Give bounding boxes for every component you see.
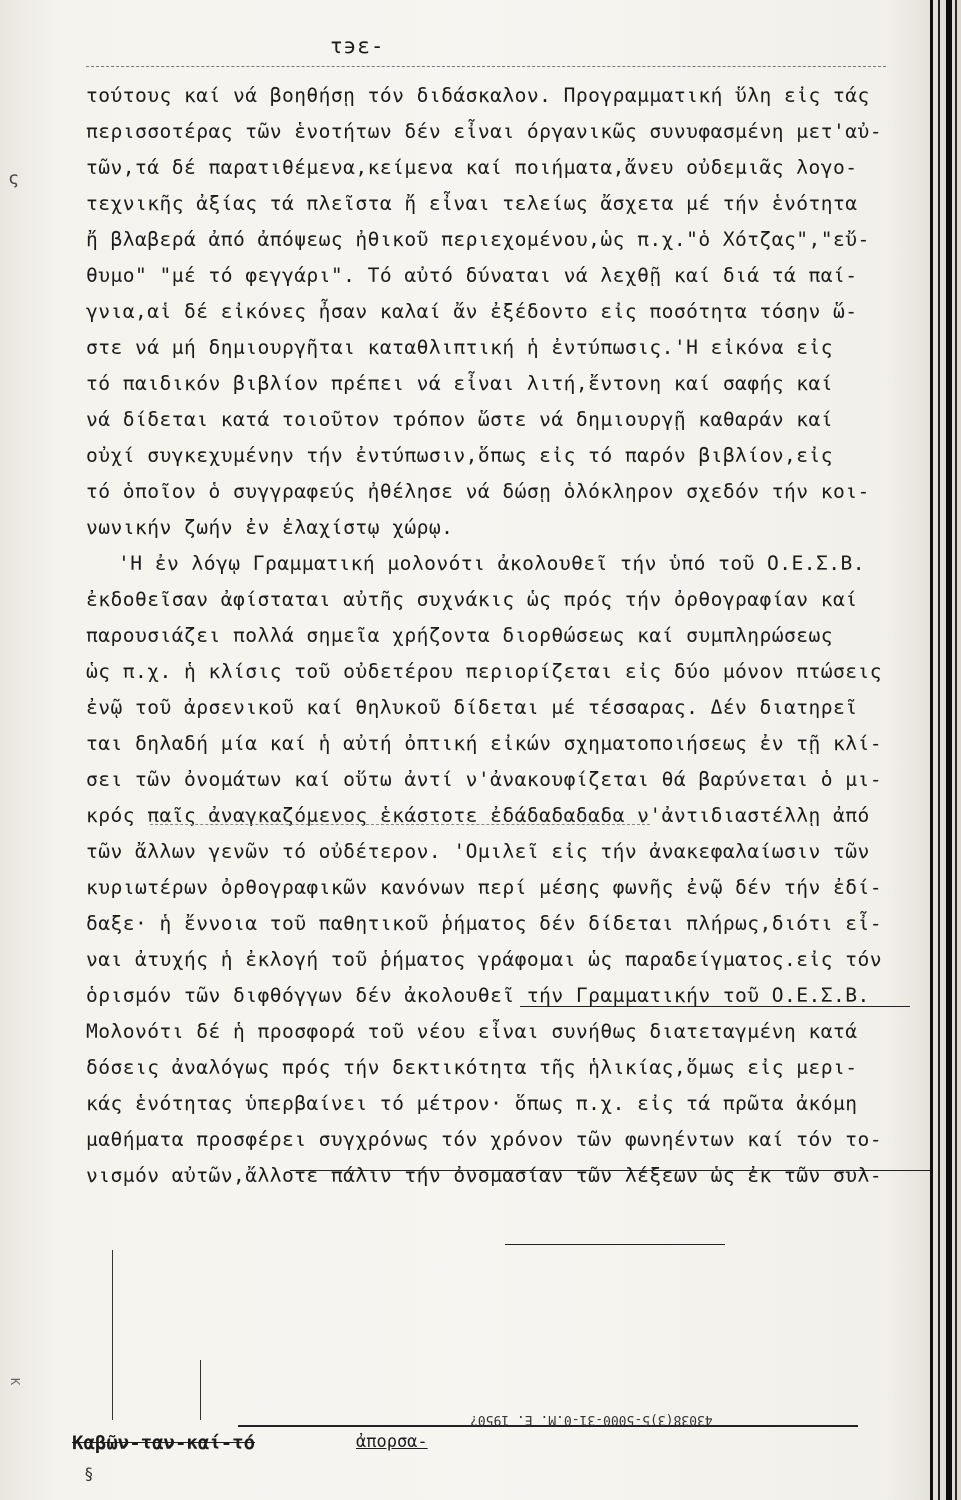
text-line: τούτους καί νά βοηθήσῃ τόν διδάσκαλον. Προγραμματική ὕλη εἰς τάς: [86, 84, 870, 107]
underline: [505, 1244, 725, 1245]
margin-line: [200, 1360, 201, 1420]
text-line: ὡς π.χ. ἡ κλίσις τοῦ οὐδετέρου περιορίζεται εἰς δύο μόνον πτώσεις: [86, 660, 883, 683]
text-line: κυριωτέρων ὀρθογραφικῶν κανόνων περί μέσης φωνῆς ἐνῷ δέν τήν ἐδί-: [86, 876, 883, 899]
text-line: θυμο" "μέ τό φεγγάρι". Τό αὐτό δύναται νά λεχθῇ καί διά τά παί-: [86, 264, 858, 287]
text-line: μαθήματα προσφέρει συγχρόνως τόν χρόνον τῶν φωνηέντων καί τόν το-: [86, 1128, 883, 1151]
margin-mark: ς: [8, 168, 19, 189]
text-line: ὁρισμόν τῶν διφθόγγων δέν ἀκολουθεῖ τήν Γραμματικήν τοῦ Ο.Ε.Σ.Β.: [86, 984, 870, 1007]
text-line: δόσεις ἀναλόγως πρός τήν δεκτικότητα τῆς ἡλικίας,ὅμως εἰς μερι-: [86, 1056, 858, 1079]
dashed-rule: [150, 824, 650, 825]
margin-mark: Κ: [8, 1378, 22, 1386]
text-line: τό ὁποῖον ὁ συγγραφεύς ἠθέλησε νά δώσῃ ὁλόκληρον σχεδόν τήν κοι-: [86, 480, 870, 503]
binding-rule: [946, 0, 952, 1500]
text-line: τεχνικῆς ἀξίας τά πλεῖστα ἤ εἶναι τελείως ἄσχετα μέ τήν ἑνότητα: [86, 192, 858, 215]
separator-rule: [86, 66, 886, 67]
struck-footer-text: Καβῶν-ταν-καί-τό: [72, 1432, 256, 1454]
text-line: ται δηλαδή μία καί ἡ αὐτή ὀπτική εἰκών σχηματοποιήσεως ἐν τῇ κλί-: [86, 732, 883, 755]
text-line: νωνικήν ζωήν ἐν ἐλαχίστῳ χώρῳ.: [86, 516, 454, 539]
text-line: παρουσιάζει πολλά σημεῖα χρήζοντα διορθώσεως καί συμπληρώσεως: [86, 624, 834, 647]
text-line: νισμόν αὐτῶν,ἄλλοτε πάλιν τήν ὀνομασίαν τῶν λέξεων ὡς ἐκ τῶν συλ-: [86, 1164, 883, 1187]
underline: [290, 1170, 930, 1171]
binding-rule: [955, 0, 957, 1500]
text-line: τῶν,τά δέ παρατιθέμενα,κείμενα καί ποιήματα,ἄνευ οὐδεμιᾶς λογο-: [86, 156, 858, 179]
text-line: 'Η ἐν λόγῳ Γραμματική μολονότι ἀκολουθεῖ τήν ὑπό τοῦ Ο.Ε.Σ.Β.: [118, 552, 866, 575]
text-line: τό παιδικόν βιβλίον πρέπει νά εἶναι λιτή,ἔντονη καί σαφής καί: [86, 372, 834, 395]
page-number: τ϶ε-: [330, 34, 385, 58]
corner-mark: §: [84, 1464, 94, 1483]
margin-line: [112, 1250, 113, 1420]
strike-line: [520, 1006, 910, 1007]
text-line: στε νά μή δημιουργῆται καταθλιπτική ἡ ἐντύπωσις.'Η εἰκόνα εἰς: [86, 336, 834, 359]
text-line: δαξε· ἡ ἔννοια τοῦ παθητικοῦ ῥήματος δέν δίδεται πλήρως,διότι εἶ-: [86, 912, 883, 935]
text-line: ναι ἀτυχής ἡ ἐκλογή τοῦ ῥήματος γράφομαι ὡς παραδείγματος.εἰς τόν: [86, 948, 883, 971]
text-line: νά δίδεται κατά τοιοῦτον τρόπον ὥστε νά δημιουργῇ καθαράν καί: [86, 408, 834, 431]
binding-rule: [930, 0, 933, 1500]
printer-imprint: 43038(3)5-5000-31-0.M. Ε. 1950?: [470, 1412, 713, 1427]
footer-text: ἀπορσα-: [356, 1432, 428, 1452]
text-line: τῶν ἄλλων γενῶν τό οὐδέτερον. 'Ομιλεῖ εἰς τήν ἀνακεφαλαίωσιν τῶν: [86, 840, 870, 863]
text-line: ἐνῷ τοῦ ἀρσενικοῦ καί θηλυκοῦ δίδεται μέ τέσσαρας. Δέν διατηρεῖ: [86, 696, 858, 719]
text-line: κρός παῖς ἀναγκαζόμενος ἑκάστοτε ἐδάδαδαδαδα ν'ἀντιδιαστέλλῃ ἀπό: [86, 804, 870, 827]
text-line: Μολονότι δέ ἡ προσφορά τοῦ νέου εἶναι συνήθως διατεταγμένη κατά: [86, 1020, 858, 1043]
text-line: περισσοτέρας τῶν ἑνοτήτων δέν εἶναι όργανικῶς συνυφασμένη μετ'αὐ-: [86, 120, 883, 143]
text-line: γνια,αἱ δέ εἰκόνες ἦσαν καλαί ἄν ἐξέδοντο εἰς ποσότητα τόσην ὥ-: [86, 300, 858, 323]
text-line: ἐκδοθεῖσαν ἀφίσταται αὐτῆς συχνάκις ὡς πρός τήν ὀρθογραφίαν καί: [86, 588, 858, 611]
text-line: οὐχί συγκεχυμένην τήν ἐντύπωσιν,ὅπως εἰς τό παρόν βιβλίον,εἰς: [86, 444, 834, 467]
text-line: σει τῶν ὀνομάτων καί οὕτω ἀντί ν'ἀνακουφίζεται θά βαρύνεται ὁ μι-: [86, 768, 883, 791]
binding-rule: [938, 0, 940, 1500]
text-line: ἤ βλαβερά ἀπό ἀπόψεως ἠθικοῦ περιεχομένου,ὡς π.χ."ὁ Χότζας","εὔ-: [86, 228, 870, 251]
text-line: κάς ἑνότητας ὑπερβαίνει τό μέτρον· ὅπως π.χ. εἰς τά πρῶτα ἀκόμη: [86, 1092, 858, 1115]
typed-body-text: [86, 78, 916, 1194]
